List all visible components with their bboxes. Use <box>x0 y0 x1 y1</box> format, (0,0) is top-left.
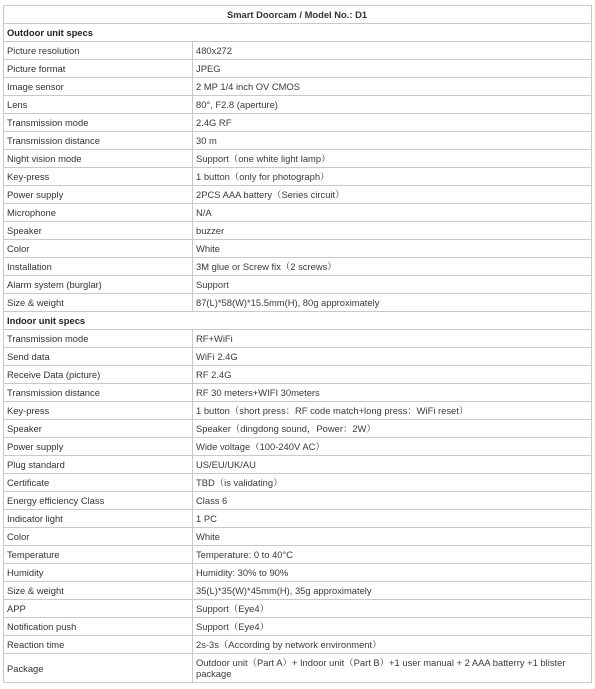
table-row <box>4 240 592 258</box>
spec-value: WiFi 2.4G <box>193 348 592 366</box>
table-row <box>4 150 592 168</box>
spec-label: APP <box>4 600 193 618</box>
spec-label: Speaker <box>4 420 193 438</box>
spec-value: RF 30 meters+WIFI 30meters <box>193 384 592 402</box>
spec-label: Picture format <box>4 60 193 78</box>
table-row <box>4 438 592 456</box>
section-row-outdoor <box>4 24 592 42</box>
spec-label: Indicator light <box>4 510 193 528</box>
spec-label: Key-press <box>4 402 193 420</box>
spec-label: Size & weight <box>4 294 193 312</box>
table-row <box>4 384 592 402</box>
spec-value: Temperature: 0 to 40°C <box>193 546 592 564</box>
spec-label: Transmission distance <box>4 132 193 150</box>
spec-value: White <box>193 528 592 546</box>
table-row <box>4 402 592 420</box>
spec-value: N/A <box>193 204 592 222</box>
table-row <box>4 456 592 474</box>
table-row <box>4 564 592 582</box>
section-row-indoor <box>4 312 592 330</box>
spec-value: 87(L)*58(W)*15.5mm(H), 80g approximately <box>193 294 592 312</box>
spec-value: 1 PC <box>193 510 592 528</box>
spec-value: TBD（is validating） <box>193 474 592 492</box>
spec-value: buzzer <box>193 222 592 240</box>
spec-value: Support（Eye4） <box>193 618 592 636</box>
spec-label: Notification push <box>4 618 193 636</box>
table-row <box>4 528 592 546</box>
spec-value: Speaker（dingdong sound，Power：2W） <box>193 420 592 438</box>
spec-label: Alarm system (burglar) <box>4 276 193 294</box>
spec-value: 2s-3s（According by network environment） <box>193 636 592 654</box>
table-row <box>4 204 592 222</box>
spec-value: JPEG <box>193 60 592 78</box>
table-row <box>4 582 592 600</box>
table-row <box>4 348 592 366</box>
table-row <box>4 366 592 384</box>
spec-value: Support（Eye4） <box>193 600 592 618</box>
table-row <box>4 186 592 204</box>
spec-label: Plug standard <box>4 456 193 474</box>
spec-label: Energy efficiency Class <box>4 492 193 510</box>
spec-value: 35(L)*35(W)*45mm(H), 35g approximately <box>193 582 592 600</box>
spec-value: 2PCS AAA battery（Series circuit） <box>193 186 592 204</box>
spec-label: Speaker <box>4 222 193 240</box>
spec-sheet <box>3 5 591 683</box>
table-row <box>4 654 592 683</box>
title-row <box>4 6 592 24</box>
table-row <box>4 222 592 240</box>
table-row <box>4 276 592 294</box>
table-row <box>4 42 592 60</box>
table-row <box>4 636 592 654</box>
spec-label: Transmission mode <box>4 330 193 348</box>
spec-label: Installation <box>4 258 193 276</box>
section-heading-outdoor: Outdoor unit specs <box>4 24 592 42</box>
spec-table <box>3 5 592 683</box>
spec-label: Microphone <box>4 204 193 222</box>
spec-label: Humidity <box>4 564 193 582</box>
spec-value: 2.4G RF <box>193 114 592 132</box>
spec-value: RF 2.4G <box>193 366 592 384</box>
spec-label: Receive Data (picture) <box>4 366 193 384</box>
table-row <box>4 78 592 96</box>
section-heading-indoor: Indoor unit specs <box>4 312 592 330</box>
spec-value: Support（one white light lamp） <box>193 150 592 168</box>
spec-value: 1 button（only for photograph） <box>193 168 592 186</box>
spec-value: Humidity: 30% to 90% <box>193 564 592 582</box>
spec-value: 1 button（short press：RF code match+long press：WiFi reset） <box>193 402 592 420</box>
spec-value: US/EU/UK/AU <box>193 456 592 474</box>
table-row <box>4 132 592 150</box>
spec-label: Picture resolution <box>4 42 193 60</box>
table-row <box>4 114 592 132</box>
spec-value: Class 6 <box>193 492 592 510</box>
spec-value: 80°, F2.8 (aperture) <box>193 96 592 114</box>
spec-label: Image sensor <box>4 78 193 96</box>
spec-value: Wide voltage（100-240V AC） <box>193 438 592 456</box>
spec-label: Size & weight <box>4 582 193 600</box>
spec-label: Color <box>4 240 193 258</box>
spec-label: Reaction time <box>4 636 193 654</box>
spec-label: Power supply <box>4 186 193 204</box>
table-row <box>4 474 592 492</box>
spec-label: Transmission distance <box>4 384 193 402</box>
spec-value: Outdoor unit（Part A）+ Indoor unit（Part B）+1 user manual + 2 AAA batterry +1 blister package <box>193 654 592 683</box>
spec-label: Power supply <box>4 438 193 456</box>
spec-value: Support <box>193 276 592 294</box>
table-row <box>4 492 592 510</box>
table-row <box>4 60 592 78</box>
table-row <box>4 258 592 276</box>
spec-label: Send data <box>4 348 193 366</box>
table-row <box>4 168 592 186</box>
spec-label: Temperature <box>4 546 193 564</box>
table-row <box>4 294 592 312</box>
table-row <box>4 510 592 528</box>
table-row <box>4 420 592 438</box>
spec-value: 2 MP 1/4 inch OV CMOS <box>193 78 592 96</box>
spec-label: Key-press <box>4 168 193 186</box>
spec-value: 30 m <box>193 132 592 150</box>
spec-value: RF+WiFi <box>193 330 592 348</box>
spec-label: Transmission mode <box>4 114 193 132</box>
spec-label: Lens <box>4 96 193 114</box>
table-row <box>4 96 592 114</box>
table-title: Smart Doorcam / Model No.: D1 <box>4 6 592 24</box>
table-row <box>4 600 592 618</box>
spec-label: Color <box>4 528 193 546</box>
spec-value: 480x272 <box>193 42 592 60</box>
table-row <box>4 546 592 564</box>
spec-label: Certificate <box>4 474 193 492</box>
spec-value: White <box>193 240 592 258</box>
spec-label: Night vision mode <box>4 150 193 168</box>
table-row <box>4 330 592 348</box>
table-row <box>4 618 592 636</box>
spec-label: Package <box>4 654 193 683</box>
spec-value: 3M glue or Screw fix（2 screws） <box>193 258 592 276</box>
